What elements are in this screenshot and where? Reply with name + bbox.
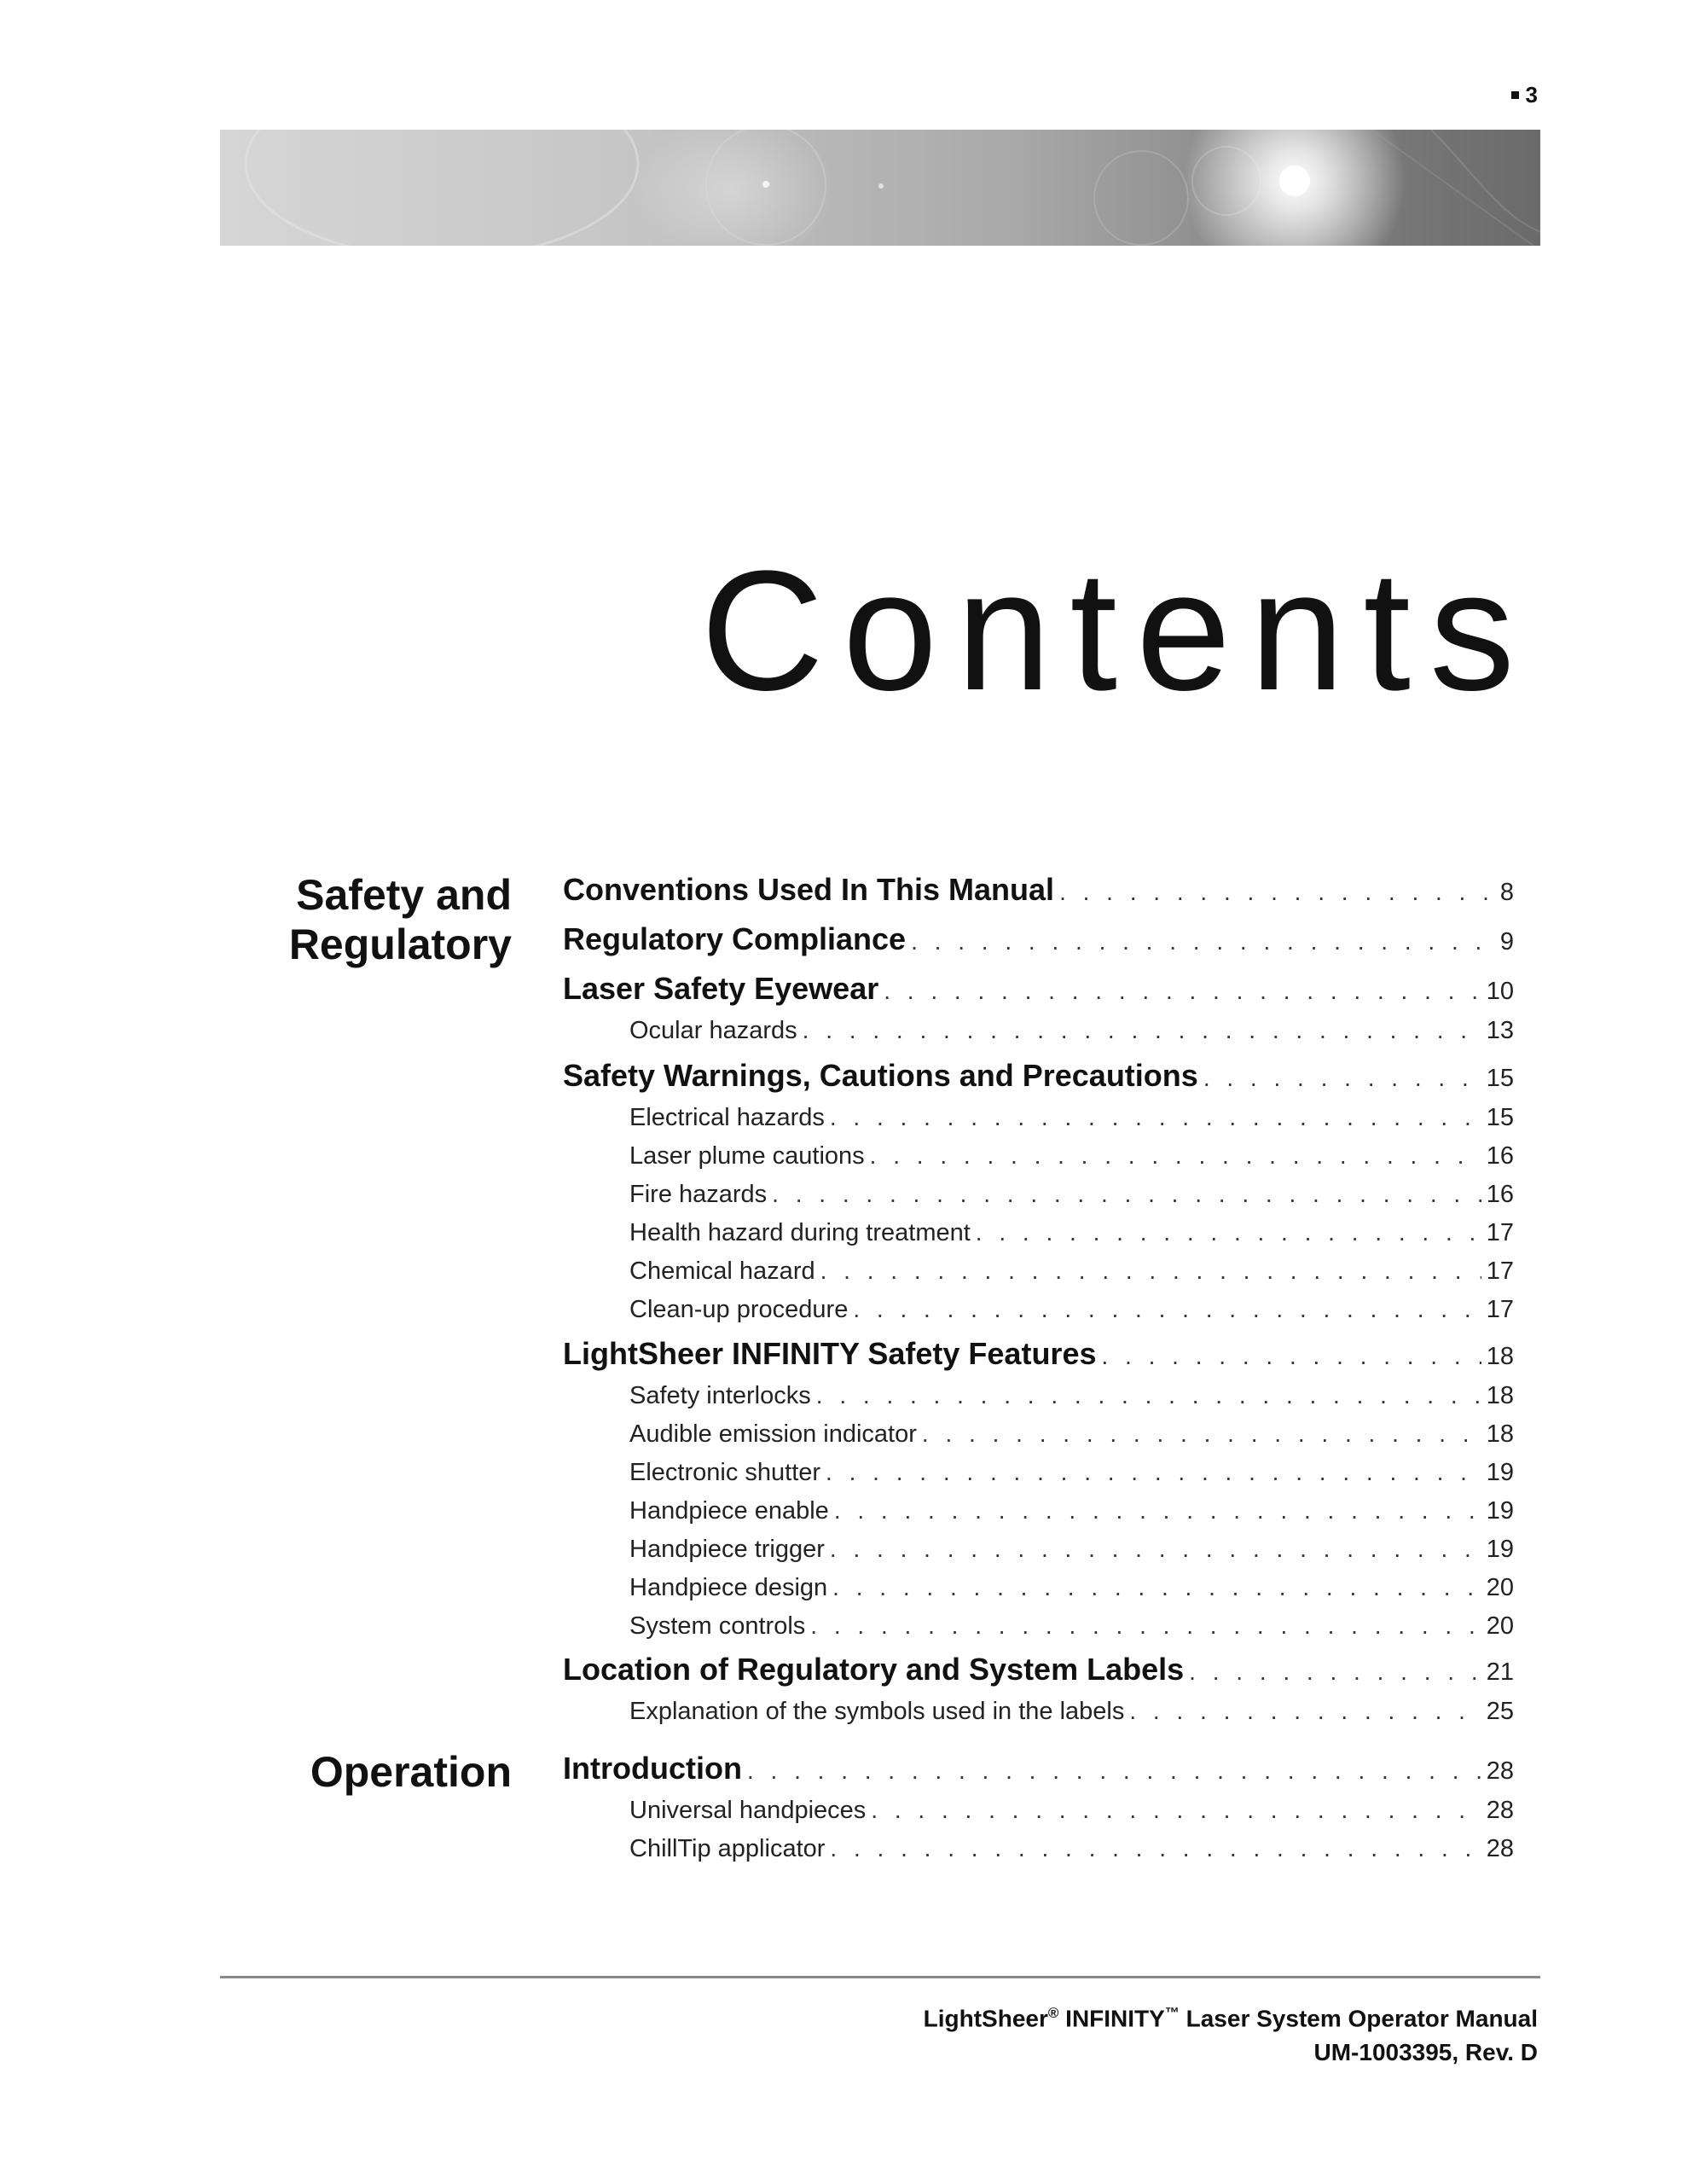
toc-entry-symbols-explanation[interactable] [563,1698,1514,1726]
toc-page-number: 28 [1486,1797,1514,1824]
toc-page-number: 16 [1486,1181,1514,1208]
dot-leader [830,1835,1481,1862]
toc-entry-text: Fire hazards [629,1181,768,1208]
toc-entry-handpiece-enable[interactable] [563,1497,1514,1525]
toc-page-number: 28 [1486,1835,1514,1862]
toc-page-number: 20 [1486,1574,1514,1601]
toc-entry-regulatory-labels[interactable] [563,1652,1514,1687]
toc-entry-handpiece-trigger[interactable] [563,1536,1514,1564]
toc-entry-text: Clean-up procedure [629,1296,849,1323]
toc-entry-text: Electronic shutter [629,1459,821,1486]
footer-manual-name: Laser System Operator Manual [1186,2005,1538,2032]
dot-leader [922,1420,1481,1448]
dot-leader [976,1219,1481,1246]
section-label-line: Regulatory [288,921,512,968]
dot-leader [911,928,1495,956]
dot-leader [871,1797,1481,1824]
toc-entry-text: Handpiece enable [629,1497,829,1525]
toc-entry-text: Laser Safety Eyewear [563,971,879,1006]
page-title: Contents [700,536,1533,726]
toc-page-number: 17 [1486,1296,1514,1323]
dot-leader [1059,879,1495,906]
toc-entry-text: Electrical hazards [629,1104,825,1131]
section-label-safety [289,870,512,969]
toc-page-number: 17 [1486,1258,1514,1285]
toc-entry-laser-plume-cautions[interactable] [563,1142,1514,1170]
dot-leader [830,1104,1481,1131]
toc-page-number: 19 [1486,1459,1514,1486]
toc-entry-safety-warnings[interactable] [563,1058,1514,1094]
dot-leader [832,1574,1481,1601]
toc-entry-laser-safety-eyewear[interactable] [563,971,1514,1007]
toc-entry-safety-features[interactable] [563,1336,1514,1372]
toc-entry-system-controls[interactable] [563,1612,1514,1641]
dot-leader [884,978,1481,1005]
banner-graphic [220,130,1540,246]
toc-entry-text: Location of Regulatory and System Labels [563,1652,1185,1687]
registered-mark: ® [1047,2005,1059,2021]
toc-entry-text: Laser plume cautions [629,1142,865,1170]
toc-entry-universal-handpieces[interactable] [563,1797,1514,1825]
toc-page-number: 25 [1486,1698,1514,1725]
toc-page-number: 15 [1486,1104,1514,1131]
footer-divider [220,1976,1540,1978]
dot-leader [816,1382,1481,1409]
section-label-operation [310,1747,512,1797]
toc-entry-chilltip-applicator[interactable] [563,1835,1514,1863]
toc-page-number: 18 [1486,1343,1514,1370]
toc-page-number: 19 [1486,1497,1514,1525]
footer-brand: LightSheer [923,2005,1048,2032]
toc-page-number: 18 [1486,1420,1514,1448]
toc-page-number: 20 [1486,1612,1514,1640]
toc-entry-regulatory-compliance[interactable] [563,921,1514,957]
toc-entry-fire-hazards[interactable] [563,1181,1514,1209]
toc-entry-electronic-shutter[interactable] [563,1459,1514,1487]
toc-entry-conventions[interactable] [563,872,1514,908]
bullet-square-icon [1511,91,1519,99]
trademark-mark: ™ [1164,2005,1180,2021]
dot-leader [810,1612,1481,1640]
header-banner [220,130,1540,246]
dot-leader [803,1017,1481,1044]
toc-page-number: 15 [1486,1065,1514,1092]
toc-page-number: 21 [1486,1658,1514,1686]
dot-leader [1101,1343,1481,1370]
dot-leader [1129,1698,1481,1725]
toc-entry-chemical-hazard[interactable] [563,1258,1514,1286]
toc-entry-text: Regulatory Compliance [563,921,907,956]
toc-entry-safety-interlocks[interactable] [563,1382,1514,1410]
toc-entry-handpiece-design[interactable] [563,1574,1514,1602]
dot-leader [834,1497,1481,1525]
toc-entry-audible-emission-indicator[interactable] [563,1420,1514,1449]
toc-entry-text: Conventions Used In This Manual [563,872,1055,907]
toc-entry-text: Explanation of the symbols used in the labels [629,1698,1125,1725]
dot-leader [1189,1658,1481,1686]
toc-entry-text: Health hazard during treatment [629,1219,971,1246]
dot-leader [870,1142,1481,1170]
dot-leader [1203,1065,1481,1092]
toc-entry-text: LightSheer INFINITY Safety Features [563,1336,1097,1371]
footer-product: INFINITY [1065,2005,1165,2032]
toc-page-number: 19 [1486,1536,1514,1563]
dot-leader [826,1459,1481,1486]
toc-entry-text: System controls [629,1612,806,1640]
page-number-text: 3 [1525,82,1538,107]
footer-doc-id: UM-1003395, Rev. D [1313,2039,1538,2066]
toc-page-number: 17 [1486,1219,1514,1246]
toc-entry-text: Introduction [563,1751,742,1786]
toc-page-number: 28 [1486,1757,1514,1785]
toc-entry-clean-up-procedure[interactable] [563,1296,1514,1324]
toc-entry-text: Audible emission indicator [629,1420,917,1448]
toc-entry-text: Universal handpieces [629,1797,867,1824]
dot-leader [747,1757,1481,1785]
toc-entry-introduction[interactable] [563,1751,1514,1786]
toc-entry-text: ChillTip applicator [629,1835,826,1862]
toc-page-number: 10 [1486,978,1514,1005]
toc-entry-health-hazard[interactable] [563,1219,1514,1247]
dot-leader [853,1296,1481,1323]
section-label-line: Safety and [296,871,512,919]
toc-page-number: 16 [1486,1142,1514,1170]
toc-page-number: 13 [1486,1017,1514,1044]
footer [924,1996,1538,2070]
dot-leader [772,1181,1481,1208]
dot-leader [830,1536,1481,1563]
toc-entry-text: Safety interlocks [629,1382,811,1409]
footer-manual-title [924,1996,1538,2036]
toc-page-number: 8 [1499,879,1514,906]
toc-page-number: 9 [1499,928,1514,956]
section-label-line: Operation [310,1748,512,1796]
toc-entry-text: Ocular hazards [629,1017,797,1044]
toc-entry-text: Handpiece trigger [629,1536,825,1563]
toc-entry-text: Chemical hazard [629,1258,815,1285]
dot-leader [820,1258,1481,1285]
toc-entry-text: Handpiece design [629,1574,828,1601]
page-number [1511,82,1538,108]
toc-entry-text: Safety Warnings, Cautions and Precautions [563,1058,1198,1093]
toc-entry-electrical-hazards[interactable] [563,1104,1514,1132]
toc-page-number: 18 [1486,1382,1514,1409]
toc-entry-ocular-hazards[interactable] [563,1017,1514,1045]
